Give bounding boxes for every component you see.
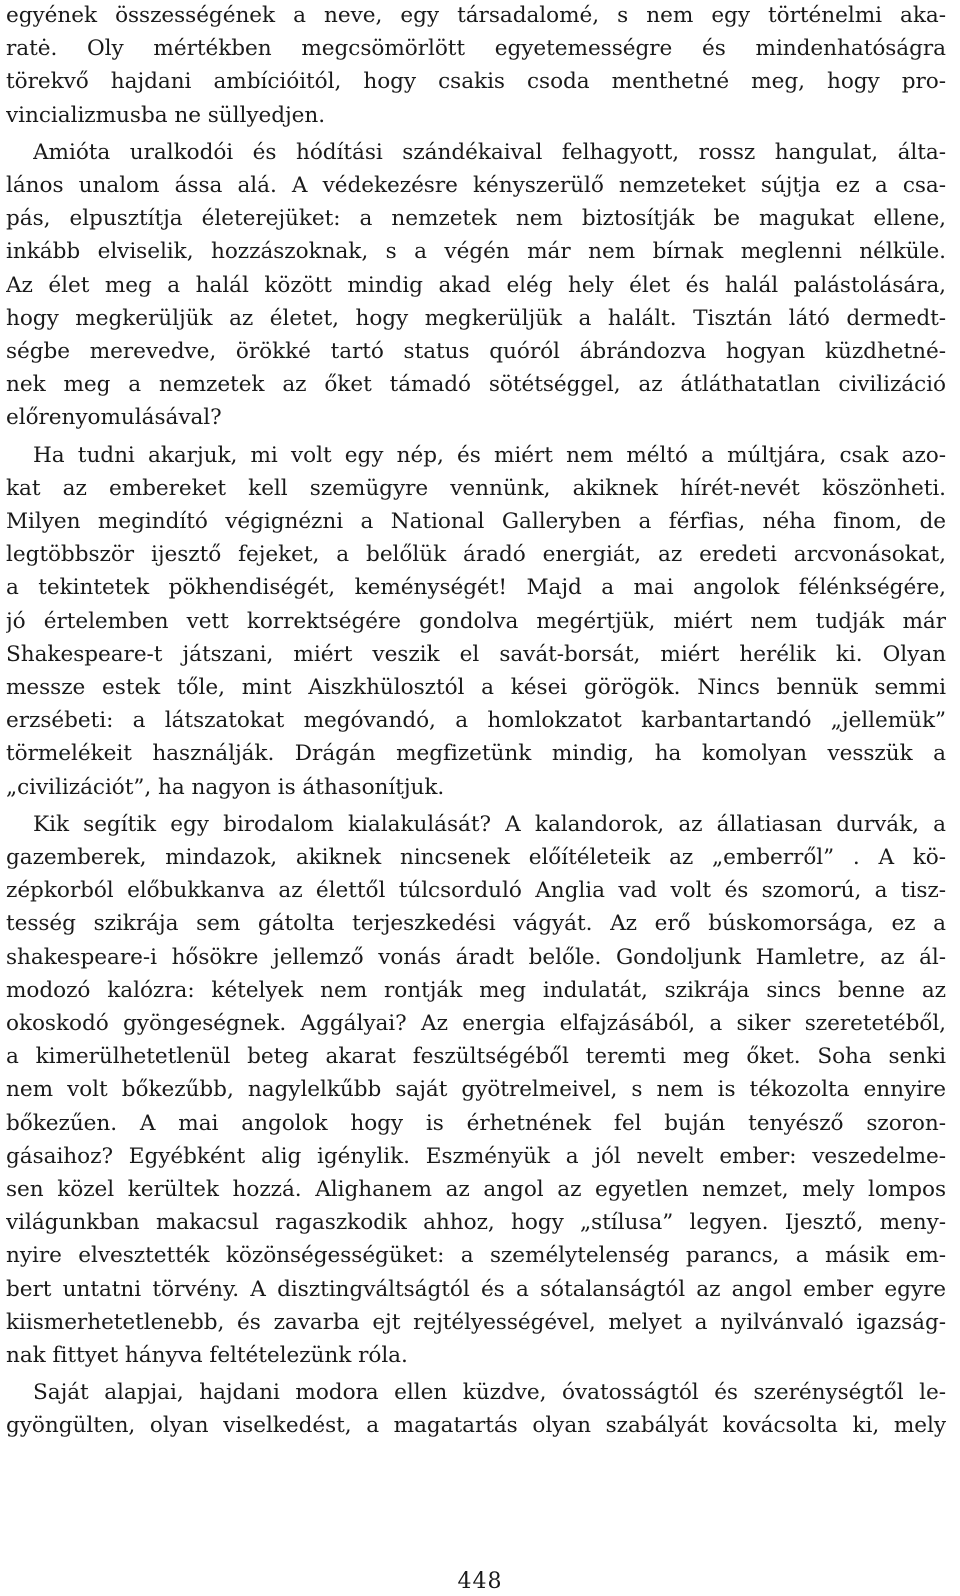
text-line: lános unalom ássa alá. A védekezésre kényszerülő nemzeteket sújtja ez a csa-	[6, 173, 946, 198]
text-line: törekvő hajdani ambícióitól, hogy csakis csoda menthetné meg, hogy pro-	[6, 69, 946, 95]
text-line: Saját alapjai, hajdani modora ellen küzdve, óvatosságtól és szerénységtől le-	[33, 1380, 946, 1406]
text-line: inkább elviselik, hozzászoknak, s a végén már nem bírnak meglenni nélküle.	[6, 239, 946, 265]
text-line: pás, elpusztítja életerejüket: a nemzetek nem biztosítják be magukat ellene,	[6, 206, 946, 232]
text-line: Shakespeare-t játszani, miért veszik el savát-borsát, miért herélik ki. Olyan	[6, 641, 946, 667]
text-line: Milyen megindító végignézni a National Galleryben a férfias, néha finom, de	[6, 509, 946, 534]
text-line: bőkezűen. A mai angolok hogy is érhetnének fel buján tenyésző szoron-	[6, 1110, 946, 1136]
text-line: törmelékeit használják. Drágán megfizetünk mindig, ha komolyan vesszük a	[6, 741, 946, 767]
text-line: legtöbbször ijesztő fejeket, a belőlük áradó energiát, az eredeti arcvonásokat,	[6, 542, 946, 568]
text-line: világunkban makacsul ragaszkodik ahhoz, hogy „stílusa” legyen. Ijesztő, meny-	[6, 1210, 946, 1236]
text-line: egyének összességének a neve, egy társadalomé, s nem egy történelmi aka-	[6, 3, 946, 28]
text-line: erzsébeti: a látszatokat megóvandó, a homlokzatot karbantartandó „jellemük”	[6, 708, 946, 734]
text-line: nak fittyet hányva feltételezünk róla.	[6, 1343, 408, 1368]
text-line: tesség szikrája sem gátolta terjeszkedési vágyát. Az erő búskomorsága, ez a	[6, 911, 946, 937]
text-line: előrenyomulásával?	[6, 405, 222, 431]
text-line: nek meg a nemzetek az őket támadó sötétséggel, az átláthatatlan civilizáció	[6, 372, 946, 398]
text-line: „civilizációt”, ha nagyon is áthasonítjuk.	[6, 774, 445, 800]
text-line: jó értelemben vett korrektségére gondolva megértjük, miért nem tudják már	[6, 608, 946, 634]
text-line: kiismerhetetlenebb, és zavarba ejt rejtélyességével, melyet a nyilvánvaló igazság-	[6, 1309, 946, 1335]
text-line: gazemberek, mindazok, akiknek nincsenek előítéleteik az „emberről” . A kö-	[6, 845, 946, 870]
text-line: ratė. Oly mértékben megcsömörlött egyetemességre és mindenhatóságra	[6, 36, 946, 62]
text-line: sen közel kerültek hozzá. Alighanem az angol az egyetlen nemzet, mely lompos	[6, 1177, 946, 1202]
text-line: hogy megkerüljük az életet, hogy megkerüljük a halált. Tisztán látó dermedt-	[6, 305, 946, 331]
text-line: okoskodó gyöngeségnek. Aggályai? Az energia elfajzásából, a siker szeretetéből,	[6, 1011, 946, 1036]
text-line: gásaihoz? Egyébként alig igénylik. Eszményük a jól nevelt ember: veszedelme-	[6, 1143, 946, 1169]
text-line: ségbe merevedve, örökké tartó status quóról ábrándozva hogyan küzdhetné-	[6, 339, 946, 364]
text-line: bert untatni törvény. A disztingváltságtól és a sótalanságtól az angol ember egyre	[6, 1276, 946, 1302]
text-line: gyöngülten, olyan viselkedést, a magatartás olyan szabályát kovácsolta ki, mely	[6, 1413, 946, 1439]
text-line: messze estek tőle, mint Aiszkhülosztól a kései görögök. Nincs bennük semmi	[6, 675, 946, 700]
text-line: nem volt bőkezűbb, nagylelkűbb saját gyötrelmeivel, s nem is tékozolta ennyire	[6, 1077, 946, 1103]
text-line: kat az embereket kell szemügyre vennünk, akiknek hírét-nevét köszönheti.	[6, 475, 946, 501]
text-line: vincializmusba ne süllyedjen.	[6, 102, 326, 128]
text-line: Kik segítik egy birodalom kialakulását? A kalandorok, az állatiasan durvák, a	[33, 811, 946, 837]
text-line: zépkorból előbukkanva az élettől túlcsorduló Anglia vad volt és szomorú, a tisz-	[6, 878, 946, 904]
text-line: Az élet meg a halál között mindig akad elég hely élet és halál palástolására,	[6, 272, 946, 298]
text-line: Amióta uralkodói és hódítási szándékaival felhagyott, rossz hangulat, álta-	[33, 139, 946, 165]
text-line: shakespeare-i hősökre jellemző vonás áradt belőle. Gondoljunk Hamletre, az ál-	[6, 944, 946, 970]
page-number: 448	[457, 1569, 503, 1594]
text-line: a kimerülhetetlenül beteg akarat feszültségéből teremti meg őket. Soha senki	[6, 1044, 946, 1070]
text-line: modozó kalózra: kételyek nem rontják meg indulatát, szikrája sincs benne az	[6, 977, 946, 1003]
text-line: a tekintetek pökhendiségét, keménységét! Majd a mai angolok félénkségére,	[6, 575, 946, 601]
text-line: nyire elvesztették közönségességüket: a személytelenség parancs, a másik em-	[6, 1243, 946, 1269]
text-line: Ha tudni akarjuk, mi volt egy nép, és miért nem méltó a múltjára, csak azo-	[33, 442, 946, 468]
